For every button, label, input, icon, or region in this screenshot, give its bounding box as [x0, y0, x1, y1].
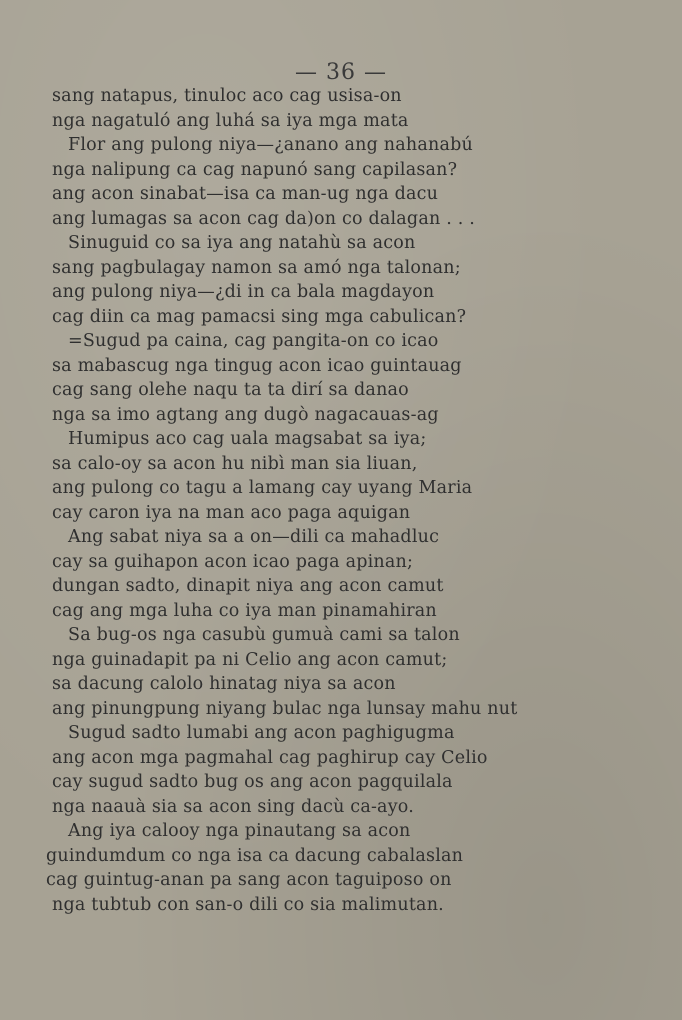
text-line: cay sa guihapon acon icao paga apinan;: [52, 551, 414, 572]
text-line: Ang iya calooy nga pinautang sa acon: [68, 821, 411, 841]
text-line: nga naauà sia sa acon sing dacù ca-ayo.: [52, 796, 414, 817]
text-line: ang acon sinabat—isa ca man-ug nga dacu: [52, 184, 439, 204]
text-line: sa mabascug nga tingug acon icao guintauag: [52, 355, 462, 376]
text-line: Sugud sadto lumabi ang acon paghigugma: [68, 723, 455, 743]
text-line: sang natapus, tinuloc aco cag usisa-on: [52, 86, 402, 106]
text-line: ang acon mga pagmahal cag paghirup cay Celio: [52, 747, 488, 768]
text-line: ang lumagas sa acon cag da)on co dalagan . . .: [52, 208, 476, 229]
text-line: =Sugud pa caina, cag pangita-on co icao: [68, 331, 439, 351]
text-line: ang pulong niya—¿di in ca bala magdayon: [52, 282, 435, 302]
text-line: cag sang olehe naqu ta ta dirí sa danao: [52, 380, 409, 400]
text-line: ang pinungpung niyang bulac nga lunsay mahu nut: [52, 698, 518, 719]
text-line: sa dacung calolo hinatag niya sa acon: [52, 674, 396, 694]
text-line: Sa bug-os nga casubù gumuà cami sa talon: [68, 625, 460, 645]
text-line: Ang sabat niya sa a on—dili ca mahadluc: [68, 527, 440, 547]
text-line: sa calo-oy sa acon hu nibì man sia liuan,: [52, 453, 418, 474]
text-line: cay caron iya na man aco paga aquigan: [52, 502, 411, 523]
text-line: nga nagatuló ang luhá sa iya mga mata: [52, 110, 409, 131]
text-line: cay sugud sadto bug os ang acon pagquilala: [52, 772, 453, 792]
page-number: — 36 —: [295, 60, 387, 85]
text-line: Sinuguid co sa iya ang natahù sa acon: [68, 233, 416, 253]
text-line: nga guinadapit pa ni Celio ang acon camut;: [52, 649, 448, 670]
text-line: Flor ang pulong niya—¿anano ang nahanabú: [68, 135, 473, 155]
text-line: cag diin ca mag pamacsi sing mga cabulican?: [52, 306, 467, 327]
poem-text: [46, 84, 636, 917]
text-line: Humipus aco cag uala magsabat sa iya;: [68, 429, 427, 449]
text-line: sang pagbulagay namon sa amó nga talonan;: [52, 257, 461, 278]
text-line: guindumdum co nga isa ca dacung cabalaslan: [46, 845, 464, 866]
text-line: dungan sadto, dinapit niya ang acon camut: [52, 576, 444, 596]
text-line: ang pulong co tagu a lamang cay uyang Maria: [52, 478, 473, 498]
text-line: cag guintug-anan pa sang acon taguiposo on: [46, 870, 452, 890]
text-line: nga nalipung ca cag napunó sang capilasan?: [52, 159, 458, 180]
text-line: cag ang mga luha co iya man pinamahiran: [52, 600, 437, 621]
text-line: nga sa imo agtang ang dugò nagacauas-ag: [52, 404, 439, 425]
text-line: nga tubtub con san-o dili co sia malimutan.: [52, 894, 444, 915]
